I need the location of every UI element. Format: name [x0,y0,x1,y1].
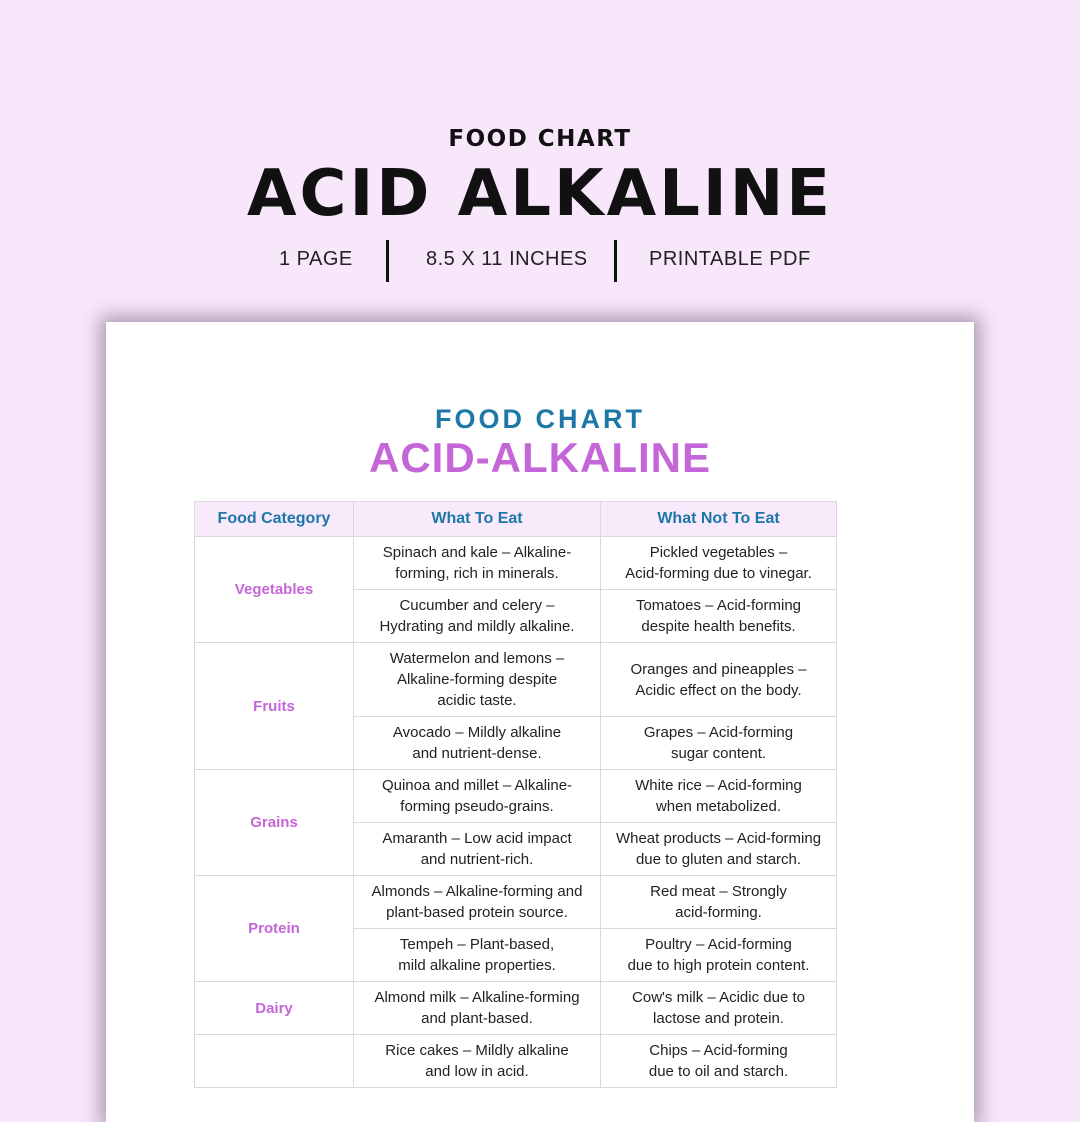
banner-title: ACID ALKALINE [246,157,834,231]
table-row [195,537,837,590]
info-divider [386,240,389,282]
document-title: ACID-ALKALINE [369,434,711,481]
category-cell: Grains [195,770,354,876]
what-not-to-eat-cell: Cow's milk – Acidic due to lactose and protein. [601,982,837,1035]
what-not-to-eat-cell: Tomatoes – Acid-forming despite health benefits. [601,590,837,643]
table-row [195,770,837,823]
what-to-eat-cell: Spinach and kale – Alkaline- forming, rich in minerals. [354,537,601,590]
header-what-to-eat: What To Eat [354,502,601,537]
what-not-to-eat-cell: Wheat products – Acid-forming due to gluten and starch. [601,823,837,876]
what-not-to-eat-cell: Chips – Acid-forming due to oil and starch. [601,1035,837,1088]
header-food-category: Food Category [195,502,354,537]
what-not-to-eat-cell: Red meat – Strongly acid-forming. [601,876,837,929]
info-format: PRINTABLE PDF [649,248,811,270]
banner-subtitle: FOOD CHART [448,126,632,152]
header-what-not-to-eat: What Not To Eat [601,502,837,537]
document-subtitle: FOOD CHART [435,404,645,434]
table-row [195,876,837,929]
info-divider [614,240,617,282]
table-row [195,982,837,1035]
what-to-eat-cell: Quinoa and millet – Alkaline- forming pseudo-grains. [354,770,601,823]
what-to-eat-cell: Almonds – Alkaline-forming and plant-based protein source. [354,876,601,929]
table-row [195,643,837,717]
what-to-eat-cell: Amaranth – Low acid impact and nutrient-rich. [354,823,601,876]
info-page-count: 1 PAGE [279,248,353,270]
what-to-eat-cell: Avocado – Mildly alkaline and nutrient-dense. [354,717,601,770]
what-not-to-eat-cell: Grapes – Acid-forming sugar content. [601,717,837,770]
what-to-eat-cell: Tempeh – Plant-based, mild alkaline properties. [354,929,601,982]
what-to-eat-cell: Almond milk – Alkaline-forming and plant-based. [354,982,601,1035]
food-chart-table [194,501,837,1088]
category-cell: Protein [195,876,354,982]
what-to-eat-cell: Cucumber and celery – Hydrating and mildly alkaline. [354,590,601,643]
info-row [0,240,1080,282]
what-not-to-eat-cell: White rice – Acid-forming when metabolized. [601,770,837,823]
table-header-row [195,502,837,537]
info-size: 8.5 X 11 INCHES [426,248,588,270]
what-not-to-eat-cell: Pickled vegetables – Acid-forming due to vinegar. [601,537,837,590]
document-page [106,322,974,1122]
table-body [195,537,837,1088]
category-cell: Vegetables [195,537,354,643]
what-to-eat-cell: Rice cakes – Mildly alkaline and low in acid. [354,1035,601,1088]
what-not-to-eat-cell: Oranges and pineapples – Acidic effect on the body. [601,643,837,717]
category-cell: Fruits [195,643,354,770]
category-cell: Dairy [195,982,354,1035]
what-to-eat-cell: Watermelon and lemons – Alkaline-forming despite acidic taste. [354,643,601,717]
what-not-to-eat-cell: Poultry – Acid-forming due to high protein content. [601,929,837,982]
